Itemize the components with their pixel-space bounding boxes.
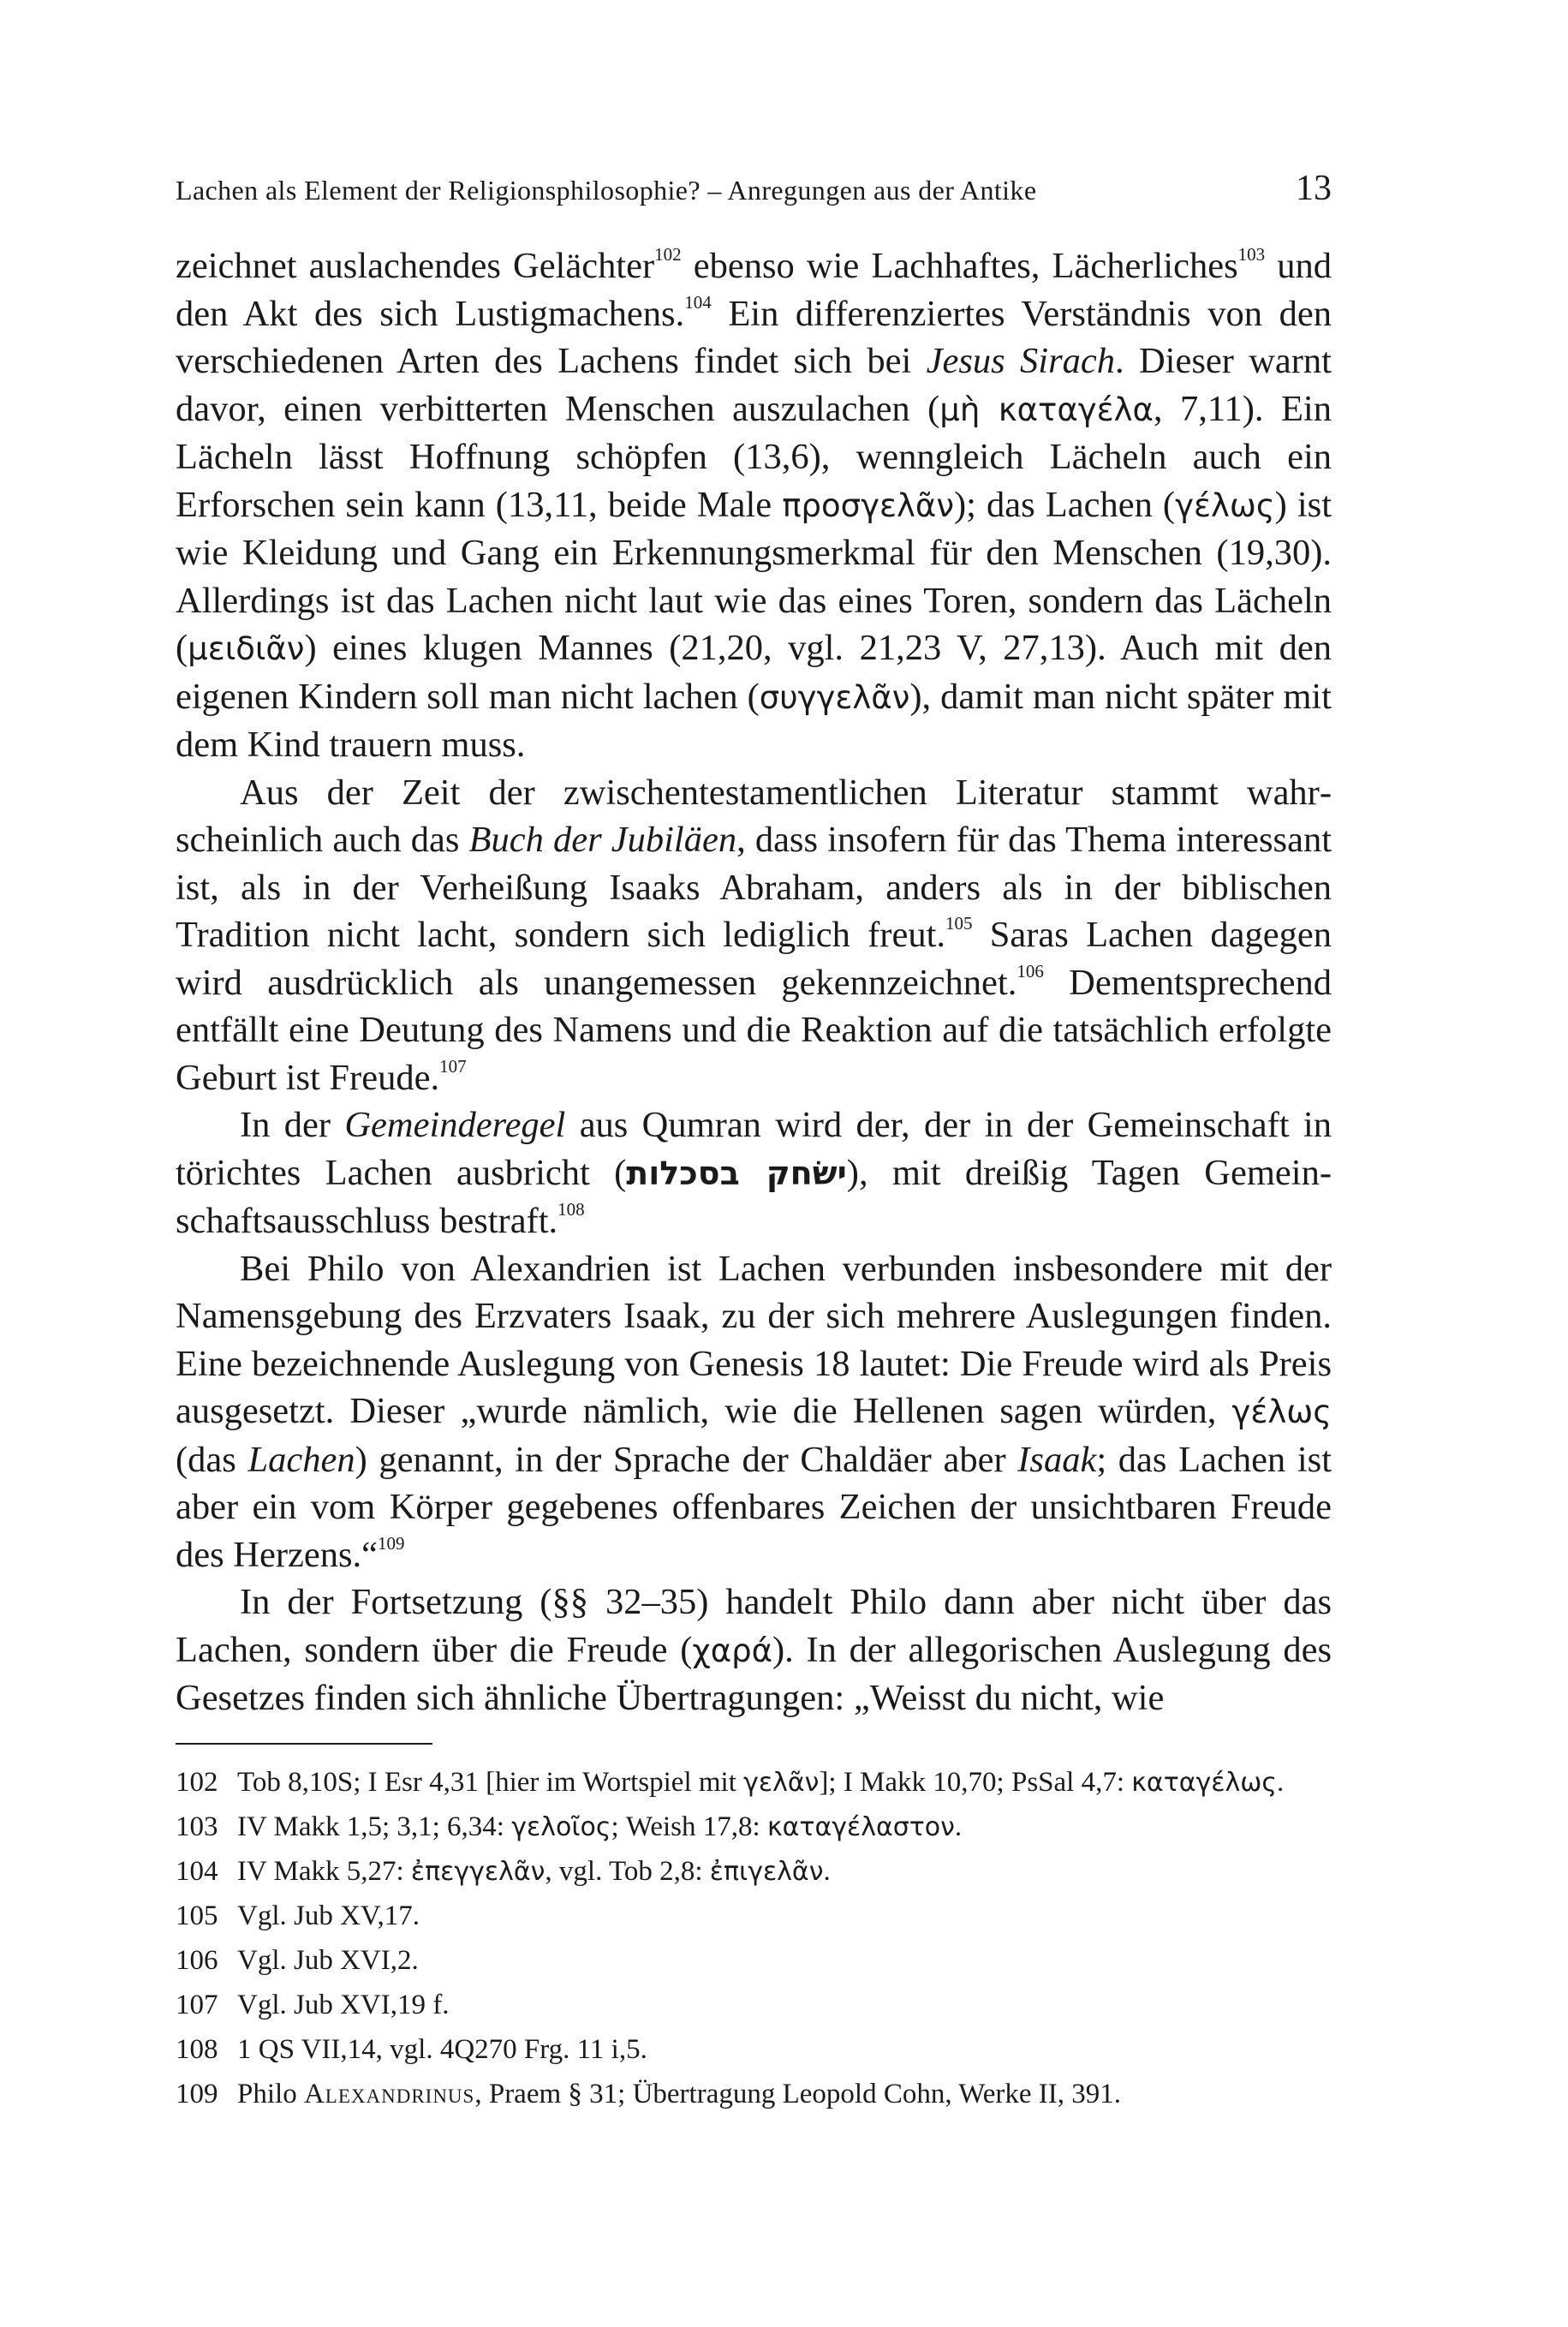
- greek-term: ἐπιγελᾶν: [709, 1857, 824, 1887]
- hebrew-term: ישׂחק בסכלות: [626, 1154, 847, 1192]
- footnote-divider: [176, 1743, 432, 1745]
- footnote-105: [176, 1898, 1332, 1935]
- text-span: , vgl. Tob 2,8:: [545, 1856, 710, 1887]
- text-span: , Praem § 31; Übertragung Leopold Cohn, Werke II, 391.: [474, 2079, 1121, 2109]
- footnote-number: 106: [176, 1945, 218, 1976]
- text-span: ), damit man nicht später mit dem Kind trauern muss.: [176, 676, 1332, 765]
- author-name: Alexandrinus: [303, 2079, 475, 2109]
- footnote-text: Vgl. Jub XVI,2.: [237, 1945, 419, 1976]
- text-span: .: [823, 1856, 831, 1887]
- text-span: Dementsprechend entfällt eine Deutung des Namens und die Reaktion auf die tatsächlich erfolgte Geburt ist Freude.: [176, 962, 1332, 1098]
- text-span: (das: [176, 1439, 248, 1480]
- footnote-107: [176, 1987, 1332, 2024]
- text-span: In der Fortsetzung (§§ 32–35) handelt Philo dann aber nicht über das Lachen, sondern über die Freude (: [176, 1582, 1332, 1670]
- text-span: ; das Lachen ist aber ein vom Körper gegebenes offenbares Zeichen der unsichtbaren Freude des Herzens.“: [176, 1439, 1332, 1575]
- text-span: ). In der allegorischen Auslegung des Gesetzes finden sich ähnliche Übertragungen: „Weisst du nicht, wie: [176, 1629, 1332, 1718]
- greek-term: γέλως: [1231, 1393, 1332, 1430]
- footnote-number: 102: [176, 1767, 218, 1798]
- text-span: ]; I Makk 10,70; PsSal 4,7:: [819, 1767, 1132, 1798]
- italic-title: Gemeinderegel: [344, 1105, 566, 1145]
- footnote-108: [176, 2032, 1332, 2068]
- text-span: ) ist wie Kleidung und Gang ein Erkennungsmerkmal für den Menschen (19,30). Allerdings ist das Lachen nicht laut wie das eines Toren, sondern das Lächeln (: [176, 484, 1332, 668]
- footnote-ref-107[interactable]: 107: [439, 1055, 467, 1077]
- text-span: Philo: [237, 2079, 304, 2109]
- footnote-text: Vgl. Jub XVI,19 f.: [237, 1990, 450, 2020]
- greek-term: μειδιᾶν: [188, 630, 305, 667]
- text-span: und den Akt des sich Lustigmachens.: [176, 246, 1332, 334]
- italic-word: Isaak: [1017, 1439, 1097, 1480]
- footnote-ref-103[interactable]: 103: [1237, 244, 1266, 265]
- text-span: ) genannt, in der Sprache der Chaldäer aber: [355, 1439, 1018, 1480]
- greek-term: προσγελᾶν: [782, 486, 954, 524]
- text-span: ; Weish 17,8:: [611, 1811, 767, 1842]
- text-span: Tob 8,10S; I Esr 4,31 [hier im Wortspiel mit: [237, 1767, 744, 1798]
- italic-word: Lachen: [247, 1439, 355, 1480]
- footnote-number: 105: [176, 1900, 218, 1931]
- footnote-104: [176, 1853, 1332, 1890]
- footnote-102: [176, 1764, 1332, 1801]
- footnote-103: [176, 1809, 1332, 1846]
- text-span: zeichnet auslachendes Gelächter: [176, 246, 655, 286]
- text-span: aus Qumran wird der, der in der Gemeinschaft in törichtes Lachen ausbricht (: [176, 1105, 1332, 1193]
- paragraph-qumran: [176, 1101, 1332, 1245]
- page-number: 13: [1296, 169, 1332, 208]
- text-span: Ein differenziertes Verständnis von den verschiedenen Arten des Lachens findet sich bei: [176, 293, 1333, 381]
- greek-term: γέλως: [1175, 486, 1275, 524]
- paragraph-philo: [176, 1245, 1332, 1579]
- footnote-number: 107: [176, 1990, 218, 2020]
- text-span: ebenso wie Lachhaftes, Lächerliches: [681, 246, 1238, 286]
- running-header: [176, 168, 1332, 219]
- greek-term: γελοῖος: [511, 1812, 611, 1842]
- footnote-ref-109[interactable]: 109: [378, 1532, 405, 1554]
- footnote-ref-106[interactable]: 106: [1017, 960, 1044, 982]
- text-span: In der: [240, 1105, 345, 1145]
- footnote-number: 104: [176, 1856, 218, 1887]
- greek-term: καταγέλως: [1131, 1768, 1277, 1798]
- text-span: ), mit dreißig Tagen Gemeinschaftsausschluss bestraft.: [176, 1152, 1333, 1241]
- text-span: Aus der Zeit der zwischentestamentlichen Literatur stammt wahrscheinlich auch das: [176, 772, 1332, 860]
- footnote-text: [237, 1853, 1332, 1890]
- text-span: ) eines klugen Mannes (21,20, vgl. 21,23 V, 27,13). Auch mit den eigenen Kindern soll man nicht lachen (: [176, 628, 1332, 717]
- footnote-text: [237, 1809, 1332, 1846]
- footnote-text: Vgl. Jub XV,17.: [237, 1900, 420, 1931]
- footnote-ref-102[interactable]: 102: [654, 244, 682, 265]
- text-span: , 7,11). Ein Lächeln lässt Hoffnung schöpfen (13,6), wenngleich Lächeln auch ein Erforschen sein kann (13,11, beide Male: [176, 388, 1332, 525]
- footnote-109: [176, 2076, 1332, 2113]
- footnote-ref-105[interactable]: 105: [945, 913, 973, 934]
- footnote-text: 1 QS VII,14, vgl. 4Q270 Frg. 11 i,5.: [237, 2034, 647, 2065]
- paragraph-sirach: [176, 242, 1332, 769]
- footnote-number: 103: [176, 1811, 218, 1842]
- text-span: .: [1277, 1767, 1285, 1798]
- italic-title: Jesus Sirach: [926, 341, 1115, 381]
- greek-term: ἐπεγγελᾶν: [410, 1857, 546, 1887]
- greek-term: καταγέλαστον: [766, 1812, 955, 1842]
- text-span: . Dieser warnt davor, einen verbitterten Menschen auszulachen (: [176, 341, 1332, 429]
- footnote-ref-104[interactable]: 104: [684, 291, 712, 313]
- footnote-number: 108: [176, 2034, 218, 2065]
- greek-term: μὴ καταγέλα: [939, 391, 1154, 428]
- text-span: .: [954, 1811, 963, 1842]
- paragraph-continuation: [176, 1578, 1332, 1722]
- footnote-number: 109: [176, 2079, 218, 2109]
- greek-term: συγγελᾶν: [759, 678, 910, 716]
- italic-title: Buch der Jubiläen: [468, 820, 737, 860]
- main-text: [176, 242, 1332, 1722]
- greek-term: γελᾶν: [743, 1768, 820, 1798]
- text-span: IV Makk 1,5; 3,1; 6,34:: [237, 1811, 512, 1842]
- running-title: Lachen als Element der Religionsphilosophie? – Anregungen aus der Antike: [176, 175, 1037, 206]
- text-span: , dass insofern für das Thema interessant ist, als in der Verheißung Isaaks Abraham, anders als in der biblischen Tradition nicht lacht, sondern sich lediglich freut.: [176, 820, 1333, 955]
- footnote-ref-108[interactable]: 108: [557, 1199, 585, 1220]
- text-span: ); das Lachen (: [953, 484, 1176, 525]
- paragraph-jubilees: [176, 769, 1332, 1102]
- footnote-text: [237, 2076, 1332, 2113]
- greek-term: χαρά: [692, 1632, 772, 1669]
- text-span: Bei Philo von Alexandrien ist Lachen verbunden insbesondere mit der Namensgebung des Erzvaters Isaak, zu der sich mehrere Auslegungen finden. Eine bezeichnende Auslegung von Genesis 18 lautet: Die Freude wird als Preis ausgesetzt. Dieser „wurde nämlich, wie die Hellenen sagen würden,: [176, 1248, 1332, 1431]
- text-span: IV Makk 5,27:: [237, 1856, 411, 1887]
- text-span: Saras Lachen dagegen wird ausdrücklich als unangemessen gekennzeichnet.: [176, 915, 1332, 1003]
- footnotes: [176, 1764, 1332, 2121]
- footnote-106: [176, 1942, 1332, 1979]
- footnote-text: [237, 1764, 1332, 1801]
